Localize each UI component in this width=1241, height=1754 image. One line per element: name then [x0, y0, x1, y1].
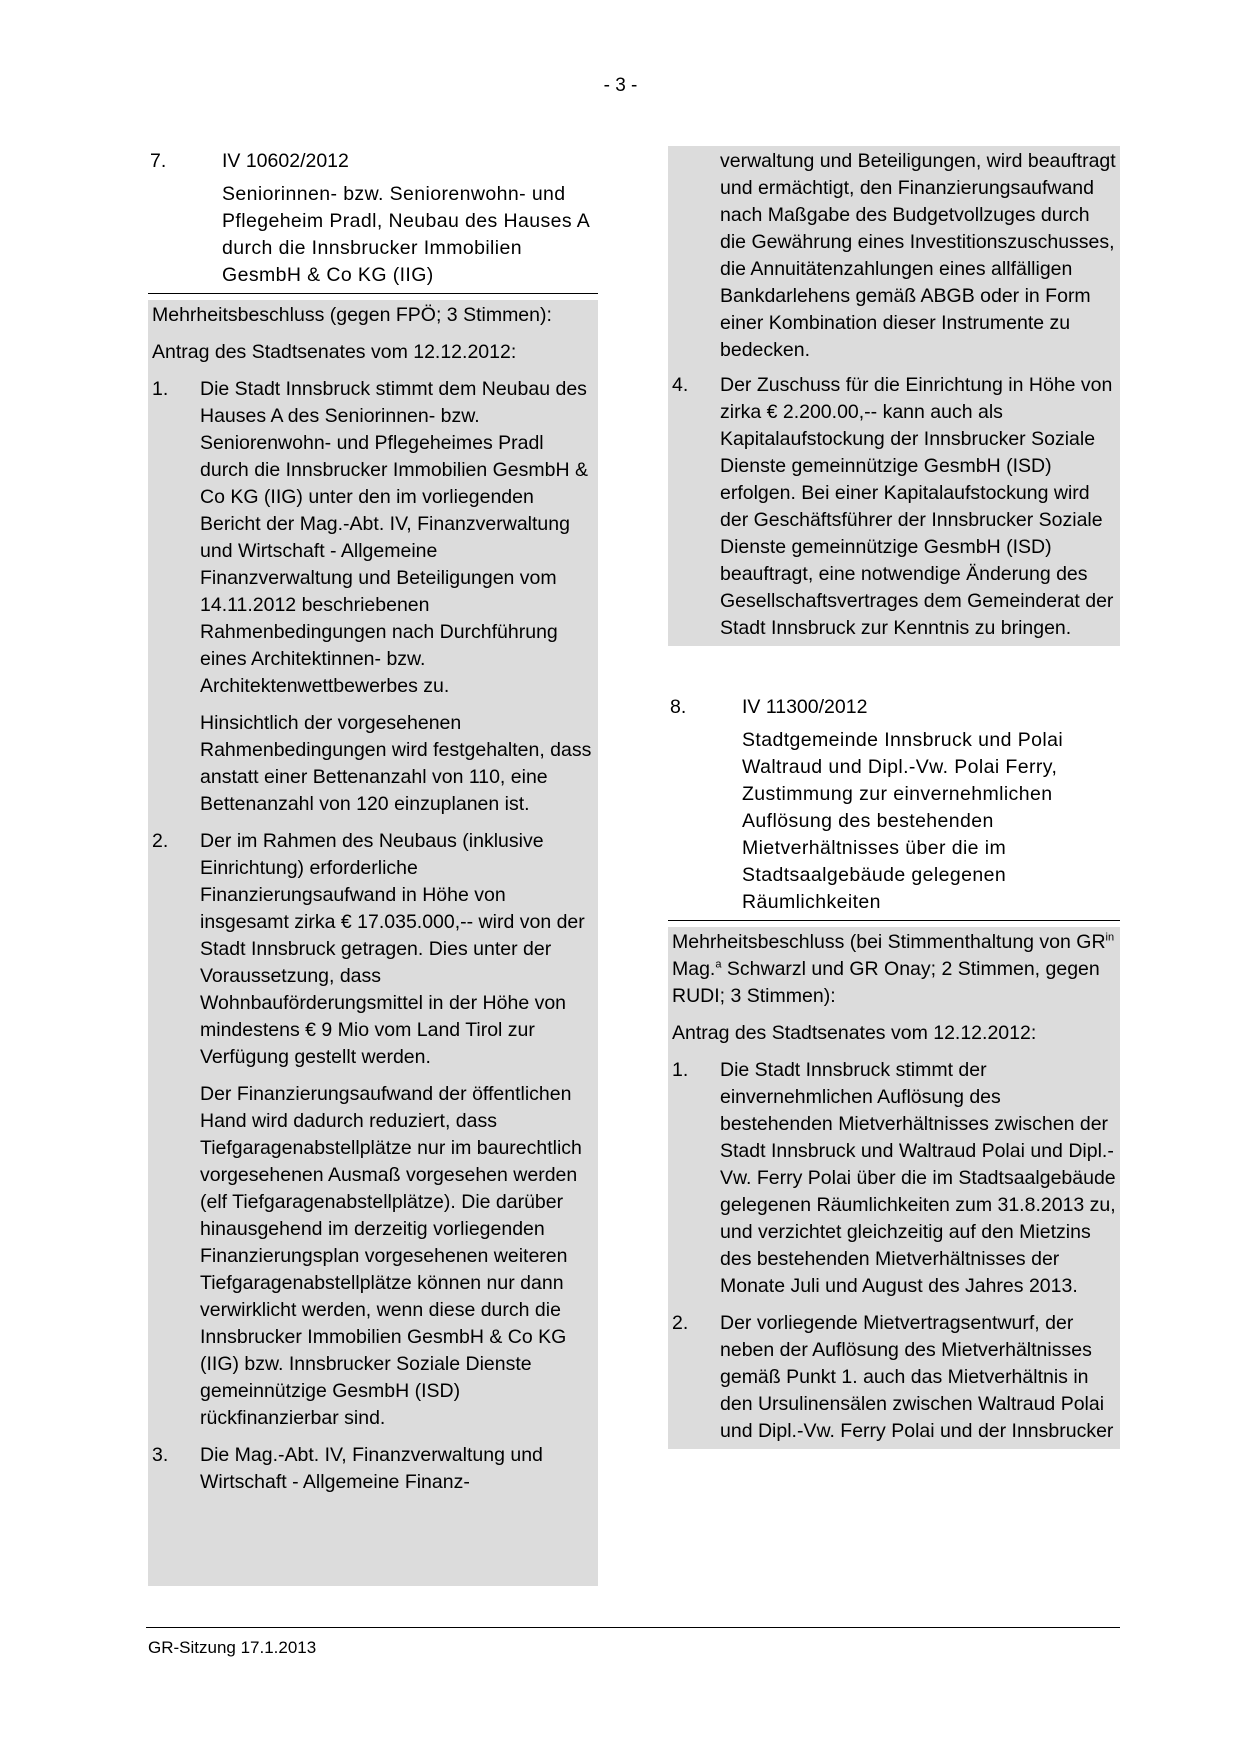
- list-number: 4.: [672, 374, 689, 396]
- paragraph: verwaltung und Beteiligungen, wird beauftragt und ermächtigt, den Finanzierungsaufwand nach Maßgabe des Budgetvollzuges durch die Gewährung eines Investitionszuschusses, die Annuitätenzahlungen eines allfälligen Bankdarlehens gemäß ABGB oder in Form einer Kombination dieser Instrumente zu bedecken.: [720, 150, 1116, 361]
- list-item: [672, 372, 1116, 642]
- paragraph: Die Stadt Innsbruck stimmt der einvernehmlichen Auflösung des bestehenden Mietverhältnisses zwischen der Stadt Innsbruck und Waltraud Polai und Dipl.-Vw. Ferry Polai über die im Stadtsaalgebäude gelegenen Räumlichkeiten zum 31.8.2013 zu, und verzichtet gleichzeitig auf den Mietzins des bestehenden Mietverhältnisses der Monate Juli und August des Jahres 2013.: [720, 1059, 1116, 1297]
- right-column: [668, 146, 1120, 1449]
- paragraph: Der Zuschuss für die Einrichtung in Höhe von zirka € 2.200.00,-- kann auch als Kapitalaufstockung der Innsbrucker Soziale Dienste gemeinnützige GesmbH (ISD) erfolgen. Bei einer Kapitalaufstockung wird der Geschäftsführer der Innsbrucker Soziale Dienste gemeinnützige GesmbH (ISD) beauftragt, eine notwendige Änderung des Gesellschaftsvertrages dem Gemeinderat der Stadt Innsbruck zur Kenntnis zu bringen.: [720, 374, 1114, 639]
- list-item: [672, 1057, 1116, 1300]
- paragraph: Der im Rahmen des Neubaus (inklusive Einrichtung) erforderliche Finanzierungsaufwand in Höhe von insgesamt zirka € 17.035.000,-- wird von der Stadt Innsbruck getragen. Dies unter der Voraussetzung, dass Wohnbauförderungsmittel in der Höhe von mindestens € 9 Mio vom Land Tirol zur Verfügung gestellt werden.: [200, 830, 585, 1068]
- item-7-decision: Mehrheitsbeschluss (gegen FPÖ; 3 Stimmen):: [152, 304, 552, 326]
- item-7-divider: [148, 293, 598, 294]
- item-7-motion: Antrag des Stadtsenates vom 12.12.2012:: [152, 341, 517, 363]
- footer-divider: [146, 1627, 1120, 1628]
- item-8-number: 8.: [670, 696, 687, 718]
- item-8-divider: [668, 920, 1120, 921]
- paragraph: Der vorliegende Mietvertragsentwurf, der neben der Auflösung des Mietverhältnisses gemäß Punkt 1. auch das Mietverhältnis in den Ursulinensälen zwischen Waltraud Polai und Dipl.-Vw. Ferry Polai und der Innsbrucker: [720, 1312, 1114, 1442]
- paragraph: Die Mag.-Abt. IV, Finanzverwaltung und Wirtschaft - Allgemeine Finanz-: [200, 1444, 543, 1493]
- item-8-id: IV 11300/2012: [742, 696, 868, 718]
- list-number: 1.: [152, 378, 169, 400]
- list-number: 3.: [152, 1444, 169, 1466]
- list-number: 1.: [672, 1059, 689, 1081]
- list-number: 2.: [152, 830, 169, 852]
- item-8-header: [668, 694, 1120, 916]
- list-item: [672, 1310, 1116, 1445]
- item-7-header: [148, 148, 598, 289]
- item-8-title: Stadtgemeinde Innsbruck und Polai Waltraud und Dipl.-Vw. Polai Ferry, Zustimmung zur einvernehmlichen Auflösung des bestehenden Mietverhältnisses über die im Stadtsaalgebäude gelegenen Räumlichkeiten: [742, 729, 1064, 913]
- item-8-decision: Mehrheitsbeschluss (bei Stimmenthaltung von $GR^{in}$ Mag.$^a$ Schwarzl und GR Onay; 2 Stimmen, gegen RUDI; 3 Stimmen):: [672, 931, 1115, 1007]
- list-item: [672, 148, 1116, 364]
- item-7-resolution-box: [148, 300, 598, 1586]
- page-number: - 3 -: [603, 75, 638, 96]
- item-7-continued-box: [668, 146, 1120, 646]
- list-number: 2.: [672, 1312, 689, 1334]
- item-7-number: 7.: [150, 150, 167, 172]
- paragraph: Der Finanzierungsaufwand der öffentlichen Hand wird dadurch reduziert, dass Tiefgaragenabstellplätze nur im baurechtlich vorgesehenen Ausmaß vorgesehen werden (elf Tiefgaragenabstellplätze). Die darüber hinausgehend im derzeitig vorliegenden Finanzierungsplan vorgesehenen weiteren Tiefgaragenabstellplätze können nur dann verwirklicht werden, wenn diese durch die Innsbrucker Immobilien GesmbH & Co KG (IIG) bzw. Innsbrucker Soziale Dienste gemeinnützige GesmbH (ISD) rückfinanzierbar sind.: [200, 1083, 582, 1429]
- item-7-title: Seniorinnen- bzw. Seniorenwohn- und Pflegeheim Pradl, Neubau des Hauses A durch die Innsbrucker Immobilien GesmbH & Co KG (IIG): [222, 183, 590, 286]
- footer-session-date: GR-Sitzung 17.1.2013: [148, 1638, 317, 1657]
- list-item: [152, 376, 594, 818]
- item-7-id: IV 10602/2012: [222, 150, 349, 172]
- left-column: [148, 148, 598, 1586]
- list-item: [152, 1442, 594, 1496]
- item-8-motion: Antrag des Stadtsenates vom 12.12.2012:: [672, 1022, 1037, 1044]
- paragraph: Hinsichtlich der vorgesehenen Rahmenbedingungen wird festgehalten, dass anstatt einer Bettenanzahl von 110, eine Bettenanzahl von 120 einzuplanen ist.: [200, 712, 592, 815]
- paragraph: Die Stadt Innsbruck stimmt dem Neubau des Hauses A des Seniorinnen- bzw. Seniorenwohn- und Pflegeheimes Pradl durch die Innsbrucker Immobilien GesmbH & Co KG (IIG) unter den im vorliegenden Bericht der Mag.-Abt. IV, Finanzverwaltung und Wirtschaft - Allgemeine Finanzverwaltung und Beteiligungen vom 14.11.2012 beschriebenen Rahmenbedingungen nach Durchführung eines Architektinnen- bzw. Architektenwettbewerbes zu.: [200, 378, 588, 697]
- list-item: [152, 828, 594, 1432]
- item-8-resolution-box: [668, 927, 1120, 1449]
